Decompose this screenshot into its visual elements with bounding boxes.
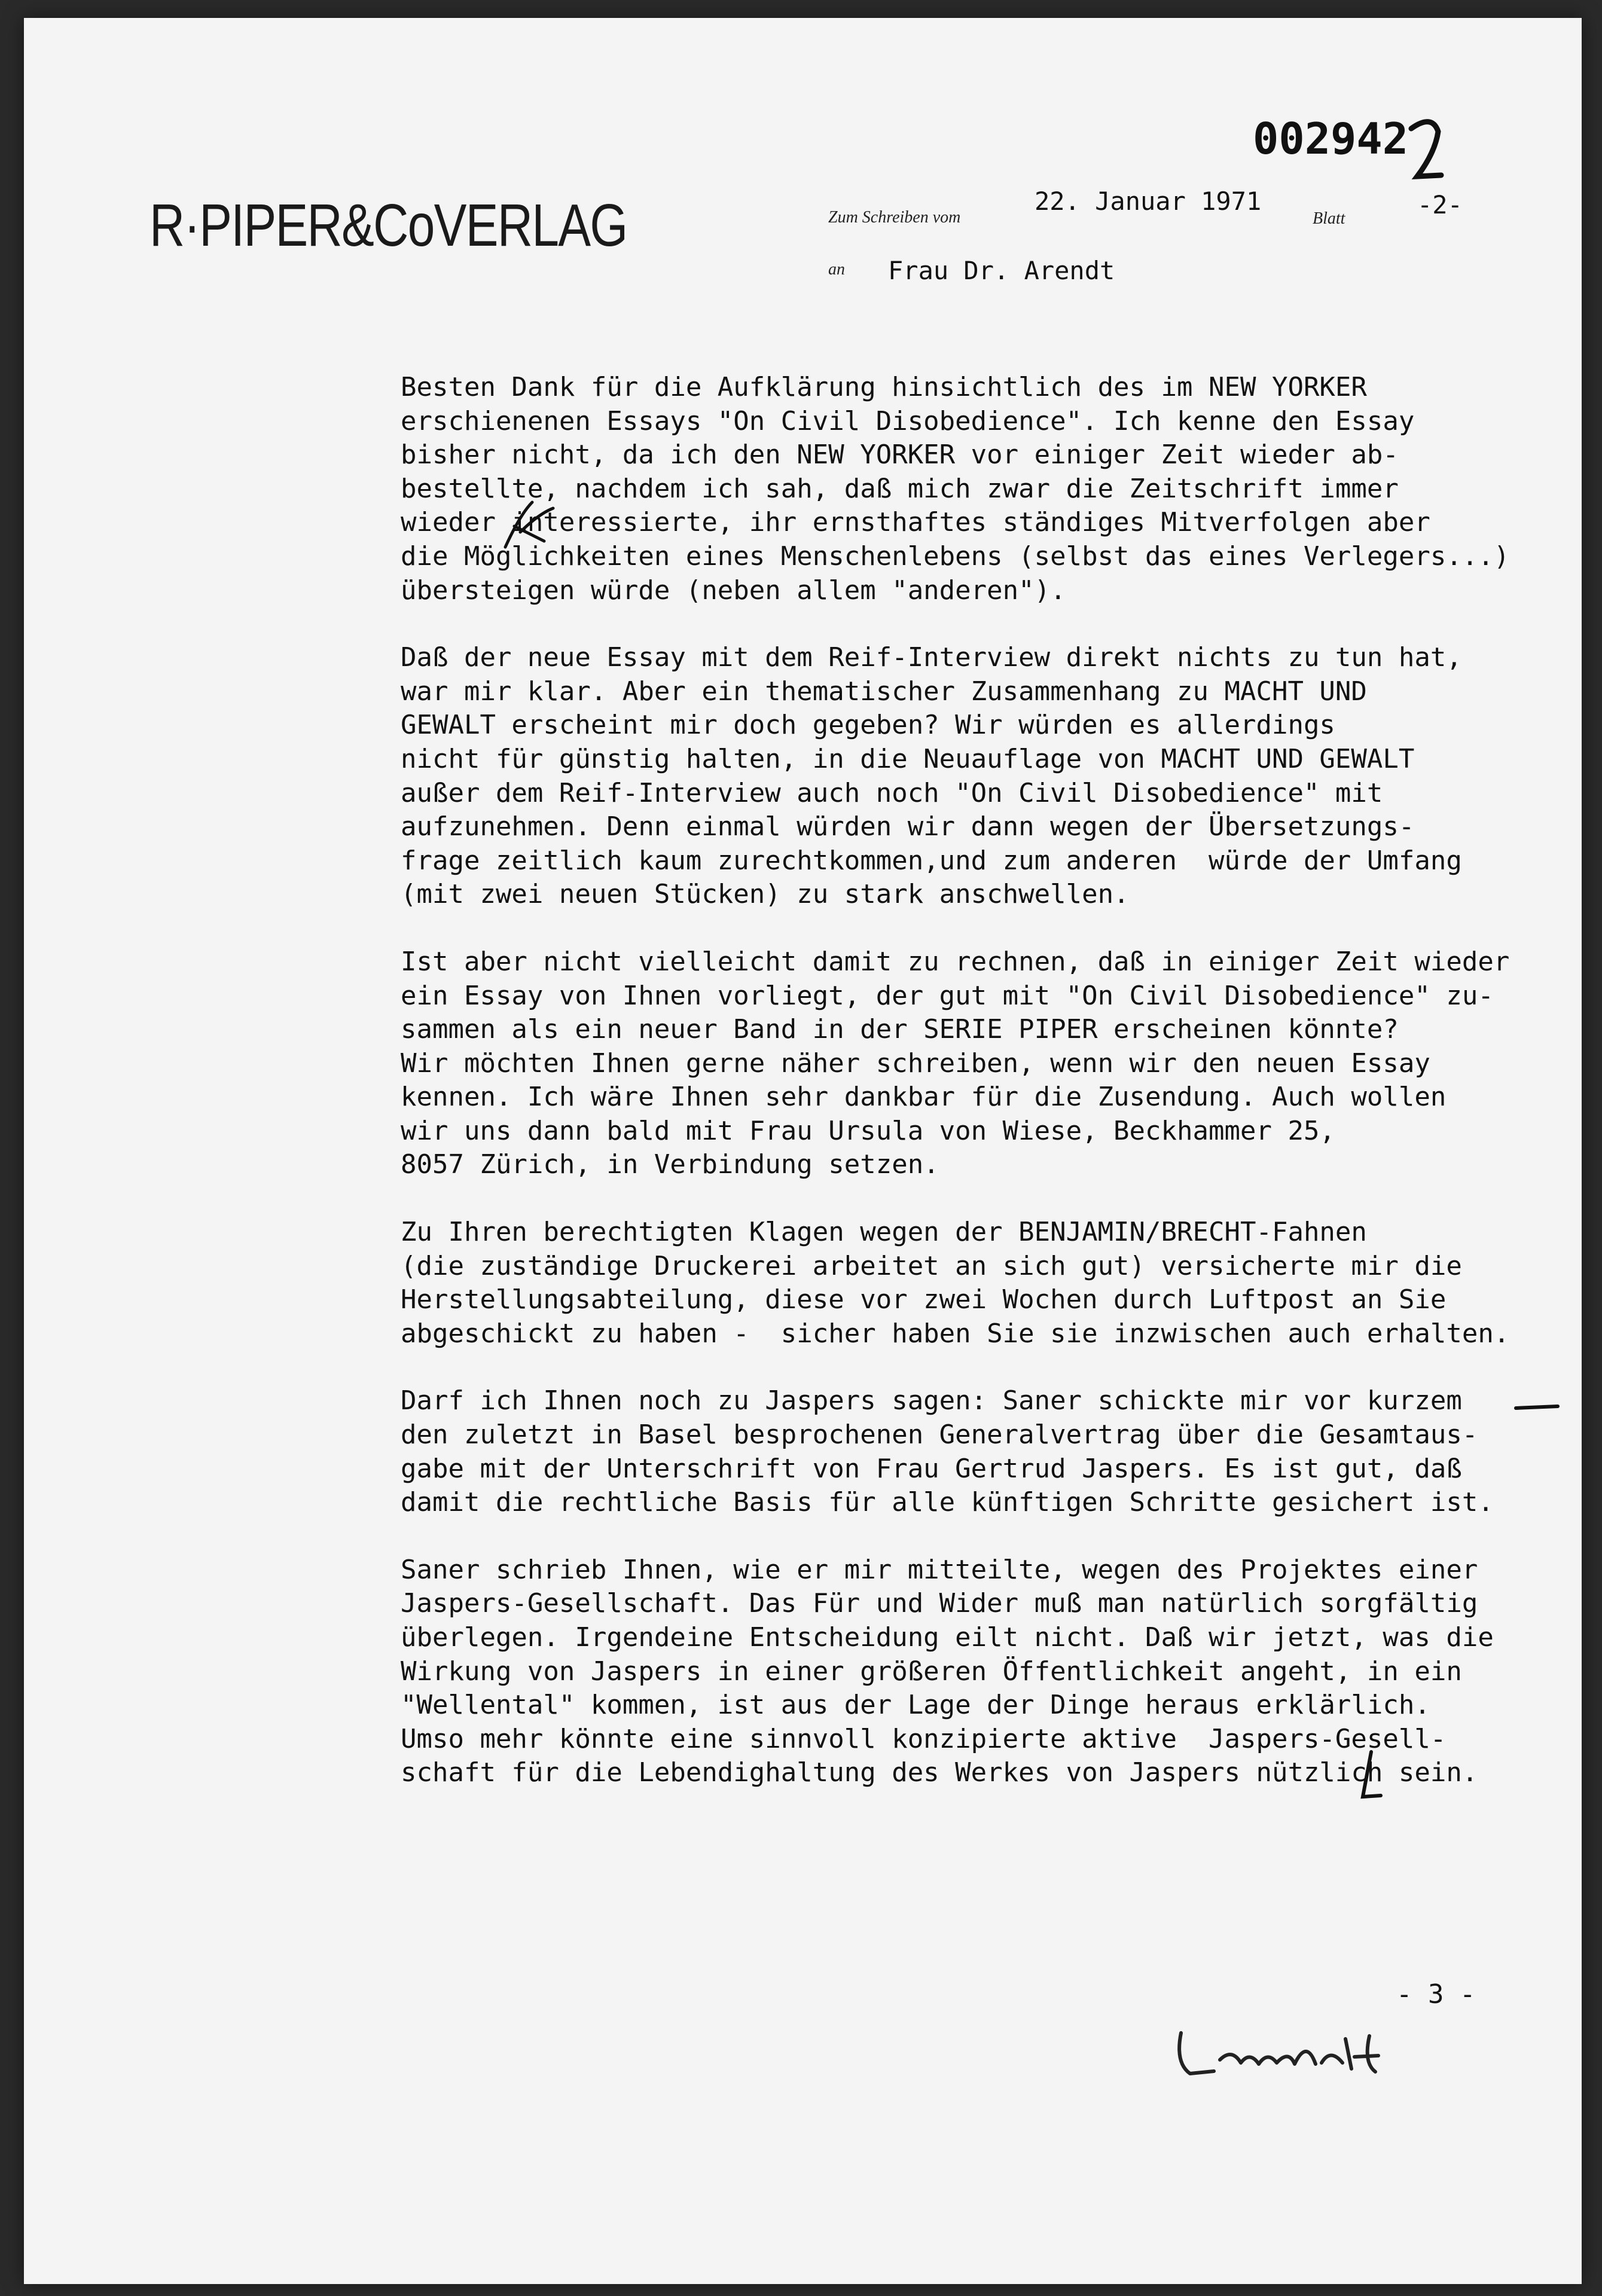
handwritten-dash-mark xyxy=(1513,1399,1561,1417)
date-label: Zum Schreiben vom xyxy=(828,208,961,227)
handwritten-note xyxy=(1172,2027,1399,2081)
paragraph-benjamin-brecht: Zu Ihren berechtigten Klagen wegen der BENJAMIN/BRECHT-Fahnen (die zuständige Druckerei arbeitet an sich gut) versicherte mir die Herstellungsabteilung, diese vor zwei Wochen durch Luftpost an Sie abgeschickt zu haben - sicher haben Sie sie inzwischen auch erhalten. xyxy=(401,1217,1510,1349)
handwritten-correction-mark xyxy=(496,490,562,562)
letter-page xyxy=(24,18,1582,2284)
publisher-logo: R·PIPER&CoVERLAG xyxy=(149,192,627,259)
page-continuation: - 3 - xyxy=(1396,1979,1476,2010)
archive-number-handwritten-correction xyxy=(1405,117,1453,188)
archive-number: 002942 xyxy=(1253,114,1409,164)
letter-date: 22. Januar 1971 xyxy=(1035,187,1262,216)
sheet-label: Blatt xyxy=(1313,209,1345,228)
handwritten-insertion-mark xyxy=(1354,1749,1384,1803)
paragraph-jaspers-society: Saner schrieb Ihnen, wie er mir mitteilte, wegen des Projektes einer Jaspers-Gesellschaft. Das Für und Wider muß man natürlich sorgfältig überlegen. Irgendeine Entscheidung eilt nicht. Daß wir jetzt, was die Wirkung von Jaspers in einer größeren Öffentlichkeit angeht, in ein "Wellental" kommen, ist aus der Lage der Dinge heraus erklärlich. Umso mehr könnte eine sinnvoll konzipierte aktive Jaspers-Gesell- schaft für die Lebendighaltung des Werkes von Jaspers nützlich sein. xyxy=(401,1554,1494,1788)
recipient: Frau Dr. Arendt xyxy=(888,256,1115,285)
letter-body xyxy=(401,371,1591,1824)
paragraph-macht-und-gewalt: Daß der neue Essay mit dem Reif-Interview direkt nichts zu tun hat, war mir klar. Aber ein thematischer Zusammenhang zu MACHT UND GEWALT erscheint mir doch gegeben? Wir würden es allerdings nicht für günstig halten, in die Neuauflage von MACHT UND GEWALT außer dem Reif-Interview auch noch "On Civil Disobedience" mit aufzunehmen. Denn einmal würden wir dann wegen der Übersetzungs- frage zeitlich kaum zurechtkommen,und zum anderen würde der Umfang (mit zwei neuen Stücken) zu stark anschwellen. xyxy=(401,642,1462,910)
paragraph-new-yorker: Besten Dank für die Aufklärung hinsichtlich des im NEW YORKER erschienenen Essays "On Civil Disobedience". Ich kenne den Essay bisher nicht, da ich den NEW YORKER vor einiger Zeit wieder ab- bestellte, nachdem ich sah, daß mich zwar die Zeitschrift immer wieder interessierte, ihr ernsthaftes ständiges Mitverfolgen aber die Möglichkeiten eines Menschenlebens (selbst das eines Verlegers...) übersteigen würde (neben allem "anderen"). xyxy=(401,372,1510,606)
paragraph-serie-piper: Ist aber nicht vielleicht damit zu rechnen, daß in einiger Zeit wieder ein Essay von Ihnen vorliegt, der gut mit "On Civil Disobedience" zu- sammen als ein neuer Band in der SERIE PIPER erscheinen könnte? Wir möchten Ihnen gerne näher schreiben, wenn wir den neuen Essay kennen. Ich wäre Ihnen sehr dankbar für die Zusendung. Auch wollen wir uns dann bald mit Frau Ursula von Wiese, Beckhammer 25, 8057 Zürich, in Verbindung setzen. xyxy=(401,946,1510,1180)
paragraph-jaspers-contract: Darf ich Ihnen noch zu Jaspers sagen: Saner schickte mir vor kurzem den zuletzt in Basel besprochenen Generalvertrag über die Gesamtaus- gabe mit der Unterschrift von Frau Gertrud Jaspers. Es ist gut, daß damit die rechtliche Basis für alle künftigen Schritte gesichert ist. xyxy=(401,1385,1494,1518)
sheet-number: -2- xyxy=(1417,190,1463,219)
to-label: an xyxy=(828,260,845,279)
